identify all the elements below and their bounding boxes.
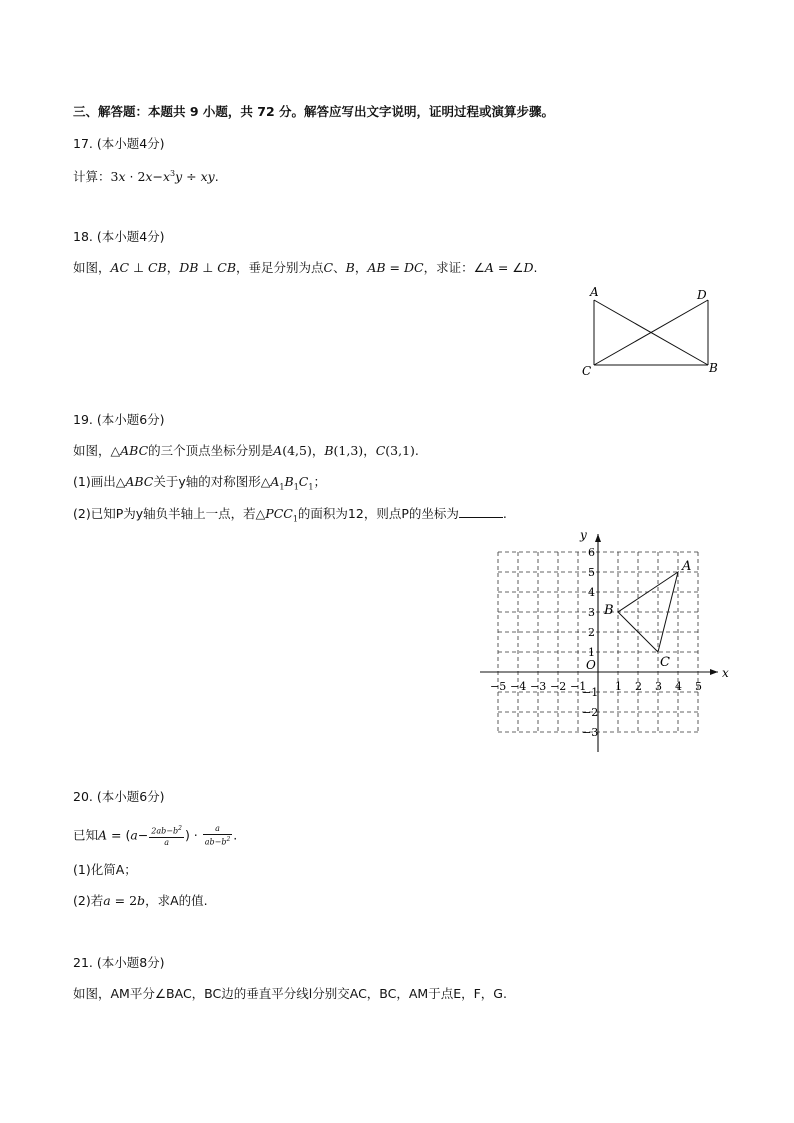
q19-coordinate-grid (474, 526, 734, 758)
x-tick-label: 5 (695, 680, 702, 693)
q18-label-d: D (697, 288, 707, 302)
y-tick-label: 6 (588, 546, 595, 559)
q20-line1-a: 已知 (73, 827, 99, 843)
q18-statement: 如图，AC ⊥ CB，DB ⊥ CB，垂足分别为点C、B，AB = DC，求证：∠A = ∠D. (73, 260, 538, 275)
q18-text-c: ，求证： (423, 260, 474, 275)
q18-label-a: A (590, 285, 599, 299)
y-tick-label: 3 (588, 606, 595, 619)
q18-title: 18. (本小题4分) (73, 229, 165, 244)
q17-statement: 计算：$3x \cdot 2x-x^3y$ ÷ xy. (73, 169, 219, 185)
q18-label-c: C (582, 364, 592, 378)
q20-part2-b: ，求A的值. (145, 893, 208, 908)
x-tick-label: −3 (530, 680, 547, 693)
y-tick-label: 1 (588, 646, 595, 659)
point-a-label: A (682, 559, 692, 574)
y-tick-label: 4 (588, 586, 595, 599)
x-axis-arrow (710, 669, 718, 675)
q20-fraction-1: $\frac{2ab-b^2}{a}$ (151, 825, 182, 847)
x-axis-label: x (722, 666, 729, 680)
x-tick-label: −4 (510, 680, 527, 693)
q21-statement: 如图，AM平分∠BAC，BC边的垂直平分线l分别交AC，BC，AM于点E，F，G. (73, 986, 507, 1001)
x-tick-label: 2 (635, 680, 642, 693)
x-tick-label: 3 (655, 680, 662, 693)
answer-blank[interactable] (459, 505, 503, 518)
q20-part1: (1)化简A； (73, 862, 137, 877)
q18-label-b: B (709, 361, 718, 375)
y-axis-label: y (580, 528, 587, 542)
y-axis-arrow (595, 534, 601, 542)
section-header: 三、解答题：本题共 9 小题，共 72 分。解答应写出文字说明，证明过程或演算步骤。 (73, 104, 555, 119)
q19-part2-b: 的面积为12，则点P的坐标为 (297, 506, 459, 521)
q18-text-b: ，垂足分别为点 (236, 260, 324, 275)
x-tick-label: 4 (675, 680, 682, 693)
q19-line1-b: 的三个顶点坐标分别是 (148, 443, 274, 458)
q18-text-a: 如图， (73, 260, 111, 275)
q17-end: . (214, 169, 219, 185)
point-c-label: C (660, 655, 670, 670)
y-tick-label: 5 (588, 566, 595, 579)
q19-part2-a: (2)已知P为y轴负半轴上一点，若 (73, 506, 256, 521)
x-tick-label: 1 (615, 680, 622, 693)
y-tick-label: −1 (582, 686, 599, 699)
q17-prefix: 计算： (73, 169, 111, 185)
x-tick-label: −5 (490, 680, 507, 693)
y-tick-label: −3 (582, 726, 599, 739)
q19-title: 19. (本小题6分) (73, 412, 165, 427)
q20-part2-a: (2)若 (73, 893, 104, 908)
q19-part1-b: 关于y轴的对称图形 (153, 474, 261, 489)
q20-part2: (2)若a = 2b，求A的值. (73, 893, 208, 908)
q17-title: 17. (本小题4分) (73, 136, 165, 151)
point-b-label: B (604, 603, 614, 618)
q19-part2: (2)已知P为y轴负半轴上一点，若$\triangle PCC_1$的面积为12，则点P的坐标为 . (73, 506, 507, 524)
y-tick-label: 2 (588, 626, 595, 639)
q19-part1-a: (1)画出 (73, 474, 116, 489)
q19-line1-a: 如图， (73, 443, 111, 458)
q20-line1: 已知A = (a− $\frac{2ab-b^2}{a}$ ) · $\frac{a}{ab-b^2}$ . (73, 824, 238, 847)
q19-line1: 如图，△ABC的三个顶点坐标分别是A(4,5)，B(1,3)，C(3,1). (73, 443, 419, 458)
q18-figure (578, 282, 728, 378)
q19-part1: (1)画出△ABC关于y轴的对称图形$\triangle A_1B_1C_1$； (73, 474, 326, 492)
x-tick-label: −2 (550, 680, 567, 693)
q20-title: 20. (本小题6分) (73, 789, 165, 804)
x-tick-label: −1 (570, 680, 587, 693)
y-tick-label: −2 (582, 706, 599, 719)
q20-fraction-2: $\frac{a}{ab-b^2}$ (204, 824, 231, 847)
origin-label: O (586, 658, 596, 672)
q21-title: 21. (本小题8分) (73, 955, 165, 970)
